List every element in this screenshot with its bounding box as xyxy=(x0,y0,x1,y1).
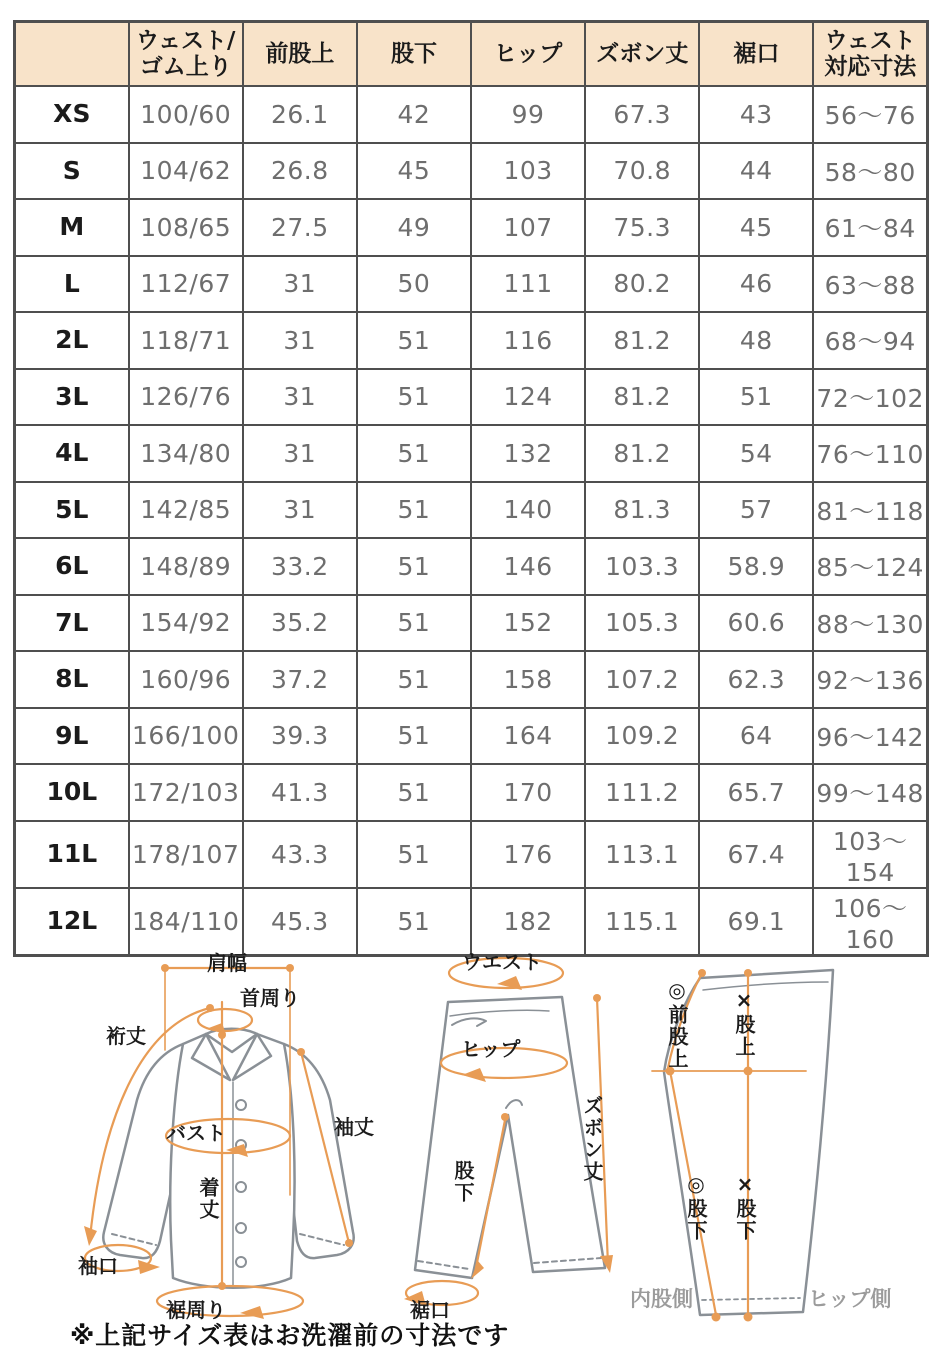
table-cell: 26.1 xyxy=(243,86,357,143)
table-row xyxy=(15,482,928,539)
size-label: 8L xyxy=(15,651,129,708)
table-cell: 113.1 xyxy=(585,821,699,888)
label-sleeve-length: 袖丈 xyxy=(334,1115,374,1139)
label-inseam-b: ×股下 xyxy=(733,1172,757,1242)
corner-cell xyxy=(15,22,129,87)
table-cell: 112/67 xyxy=(129,256,243,313)
table-cell: 57 xyxy=(699,482,813,539)
table-row xyxy=(15,86,928,143)
table-cell: 31 xyxy=(243,256,357,313)
table-cell: 51 xyxy=(357,821,471,888)
size-label: 7L xyxy=(15,595,129,652)
label-hip: ヒップ xyxy=(461,1037,521,1061)
table-row xyxy=(15,764,928,821)
table-cell: 106～160 xyxy=(813,888,927,956)
table-cell: 45 xyxy=(699,199,813,256)
table-cell: 132 xyxy=(471,425,585,482)
table-cell: 67.3 xyxy=(585,86,699,143)
size-label: 10L xyxy=(15,764,129,821)
table-cell: 140 xyxy=(471,482,585,539)
size-label: 4L xyxy=(15,425,129,482)
table-cell: 152 xyxy=(471,595,585,652)
table-cell: 60.6 xyxy=(699,595,813,652)
size-table-body xyxy=(15,86,928,955)
column-header: 股下 xyxy=(357,22,471,87)
table-cell: 88～130 xyxy=(813,595,927,652)
table-cell: 99 xyxy=(471,86,585,143)
column-header: ヒップ xyxy=(471,22,585,87)
size-label: 6L xyxy=(15,538,129,595)
table-row xyxy=(15,369,928,426)
table-row xyxy=(15,538,928,595)
table-cell: 85～124 xyxy=(813,538,927,595)
table-cell: 81～118 xyxy=(813,482,927,539)
table-cell: 75.3 xyxy=(585,199,699,256)
table-cell: 134/80 xyxy=(129,425,243,482)
label-bust: バスト xyxy=(166,1121,226,1145)
table-cell: 67.4 xyxy=(699,821,813,888)
table-cell: 104/62 xyxy=(129,143,243,200)
table-cell: 148/89 xyxy=(129,538,243,595)
label-hip-side: ヒップ側 xyxy=(808,1287,892,1311)
table-cell: 62.3 xyxy=(699,651,813,708)
column-header: ウェスト 対応寸法 xyxy=(813,22,927,87)
size-label: M xyxy=(15,199,129,256)
table-cell: 160/96 xyxy=(129,651,243,708)
table-cell: 48 xyxy=(699,312,813,369)
table-cell: 72～102 xyxy=(813,369,927,426)
table-cell: 111 xyxy=(471,256,585,313)
table-cell: 103～154 xyxy=(813,821,927,888)
table-cell: 126/76 xyxy=(129,369,243,426)
table-cell: 41.3 xyxy=(243,764,357,821)
table-cell: 178/107 xyxy=(129,821,243,888)
table-cell: 31 xyxy=(243,312,357,369)
size-label: 12L xyxy=(15,888,129,956)
label-rise: ×股上 xyxy=(732,988,756,1058)
table-cell: 44 xyxy=(699,143,813,200)
table-row xyxy=(15,143,928,200)
table-cell: 51 xyxy=(357,708,471,765)
table-cell: 96～142 xyxy=(813,708,927,765)
table-cell: 70.8 xyxy=(585,143,699,200)
table-cell: 37.2 xyxy=(243,651,357,708)
size-label: 9L xyxy=(15,708,129,765)
table-cell: 118/71 xyxy=(129,312,243,369)
table-cell: 166/100 xyxy=(129,708,243,765)
table-cell: 33.2 xyxy=(243,538,357,595)
table-cell: 43 xyxy=(699,86,813,143)
table-cell: 50 xyxy=(357,256,471,313)
label-yuki: 裄丈 xyxy=(106,1024,146,1048)
label-hem-opening: 裾口 xyxy=(410,1298,450,1322)
table-row xyxy=(15,595,928,652)
table-cell: 81.3 xyxy=(585,482,699,539)
table-cell: 65.7 xyxy=(699,764,813,821)
table-cell: 184/110 xyxy=(129,888,243,956)
table-cell: 51 xyxy=(699,369,813,426)
size-label: 3L xyxy=(15,369,129,426)
table-row xyxy=(15,651,928,708)
table-row xyxy=(15,708,928,765)
size-label: 11L xyxy=(15,821,129,888)
table-cell: 182 xyxy=(471,888,585,956)
diagram-artwork xyxy=(0,940,940,1360)
table-cell: 176 xyxy=(471,821,585,888)
table-cell: 49 xyxy=(357,199,471,256)
table-cell: 51 xyxy=(357,538,471,595)
table-cell: 109.2 xyxy=(585,708,699,765)
table-row xyxy=(15,312,928,369)
table-cell: 146 xyxy=(471,538,585,595)
table-cell: 111.2 xyxy=(585,764,699,821)
table-cell: 45.3 xyxy=(243,888,357,956)
table-cell: 100/60 xyxy=(129,86,243,143)
table-cell: 69.1 xyxy=(699,888,813,956)
table-cell: 81.2 xyxy=(585,425,699,482)
table-cell: 158 xyxy=(471,651,585,708)
label-inseam-a: ◎股下 xyxy=(684,1172,708,1242)
table-cell: 116 xyxy=(471,312,585,369)
table-cell: 68～94 xyxy=(813,312,927,369)
column-header: ズボン丈 xyxy=(585,22,699,87)
column-header: 裾口 xyxy=(699,22,813,87)
table-cell: 61～84 xyxy=(813,199,927,256)
table-cell: 81.2 xyxy=(585,312,699,369)
table-cell: 51 xyxy=(357,369,471,426)
table-cell: 51 xyxy=(357,312,471,369)
table-row xyxy=(15,199,928,256)
size-label: 5L xyxy=(15,482,129,539)
label-hem-around: 裾周り xyxy=(166,1298,226,1322)
table-cell: 31 xyxy=(243,369,357,426)
table-cell: 103 xyxy=(471,143,585,200)
label-waist: ウエスト xyxy=(462,950,542,974)
table-cell: 51 xyxy=(357,425,471,482)
table-cell: 105.3 xyxy=(585,595,699,652)
table-cell: 51 xyxy=(357,482,471,539)
size-label: S xyxy=(15,143,129,200)
label-pants-length: ズボン丈 xyxy=(580,1095,604,1183)
table-cell: 142/85 xyxy=(129,482,243,539)
table-cell: 103.3 xyxy=(585,538,699,595)
label-cuff: 袖口 xyxy=(78,1254,118,1278)
table-cell: 107 xyxy=(471,199,585,256)
table-cell: 51 xyxy=(357,651,471,708)
table-cell: 58～80 xyxy=(813,143,927,200)
header-row xyxy=(15,22,928,87)
table-cell: 39.3 xyxy=(243,708,357,765)
table-cell: 51 xyxy=(357,888,471,956)
size-label: L xyxy=(15,256,129,313)
table-cell: 27.5 xyxy=(243,199,357,256)
table-cell: 58.9 xyxy=(699,538,813,595)
table-cell: 108/65 xyxy=(129,199,243,256)
column-header: 前股上 xyxy=(243,22,357,87)
table-row xyxy=(15,256,928,313)
measurement-diagrams xyxy=(0,940,940,1360)
table-cell: 81.2 xyxy=(585,369,699,426)
label-inner-side: 内股側 xyxy=(630,1287,693,1311)
table-cell: 51 xyxy=(357,764,471,821)
label-neck: 首周り xyxy=(240,986,300,1010)
table-cell: 43.3 xyxy=(243,821,357,888)
pre-wash-note: ※上記サイズ表はお洗濯前の寸法です xyxy=(70,1321,510,1350)
table-cell: 172/103 xyxy=(129,764,243,821)
table-cell: 124 xyxy=(471,369,585,426)
label-front-rise: ◎前股上 xyxy=(665,978,689,1070)
table-row xyxy=(15,425,928,482)
table-cell: 54 xyxy=(699,425,813,482)
table-cell: 99～148 xyxy=(813,764,927,821)
label-inseam-front: 股下 xyxy=(451,1160,475,1204)
label-body-length: 着丈 xyxy=(196,1177,220,1221)
table-cell: 76～110 xyxy=(813,425,927,482)
table-cell: 154/92 xyxy=(129,595,243,652)
label-shoulder-width: 肩幅 xyxy=(207,951,247,975)
table-cell: 80.2 xyxy=(585,256,699,313)
table-cell: 107.2 xyxy=(585,651,699,708)
table-cell: 26.8 xyxy=(243,143,357,200)
column-header: ウェスト/ ゴム上り xyxy=(129,22,243,87)
size-label: XS xyxy=(15,86,129,143)
table-cell: 63～88 xyxy=(813,256,927,313)
table-row xyxy=(15,821,928,888)
table-cell: 46 xyxy=(699,256,813,313)
table-cell: 64 xyxy=(699,708,813,765)
table-cell: 164 xyxy=(471,708,585,765)
table-cell: 51 xyxy=(357,595,471,652)
table-cell: 45 xyxy=(357,143,471,200)
table-cell: 170 xyxy=(471,764,585,821)
table-cell: 31 xyxy=(243,482,357,539)
table-cell: 31 xyxy=(243,425,357,482)
size-table xyxy=(13,20,929,957)
size-label: 2L xyxy=(15,312,129,369)
table-cell: 92～136 xyxy=(813,651,927,708)
table-cell: 115.1 xyxy=(585,888,699,956)
table-cell: 56～76 xyxy=(813,86,927,143)
table-cell: 35.2 xyxy=(243,595,357,652)
table-cell: 42 xyxy=(357,86,471,143)
